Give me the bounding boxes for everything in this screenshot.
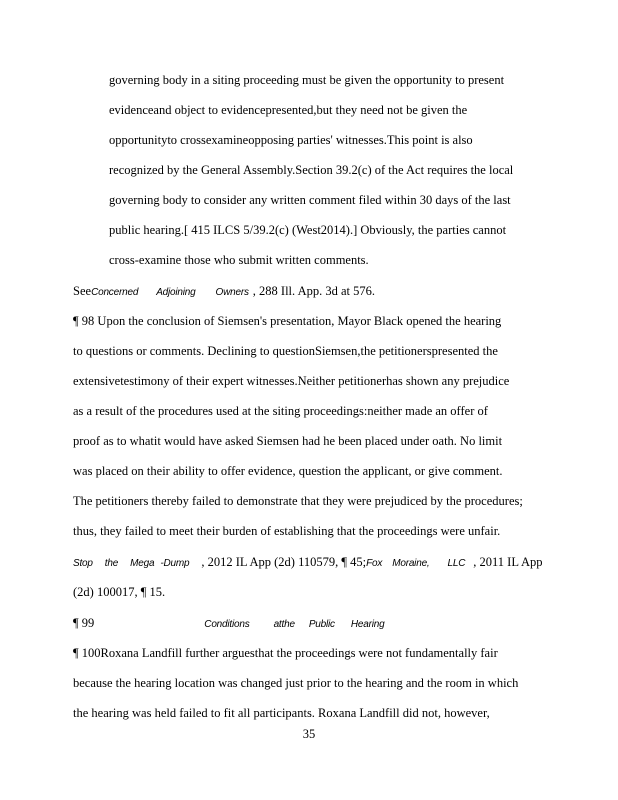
citation-line: (2d) 100017, ¶ 15. [73,585,166,599]
citation-reference: , 288 Ill. App. 3d at 576. [252,284,376,298]
case-name-word: LLC [447,558,466,569]
case-name-word: Mega [130,558,155,569]
quote-line: recognized by the General Assembly.Section 39.2(c) of the Act requires the local [109,163,514,177]
paragraph-98-line: The petitioners thereby failed to demonstrate that they were prejudiced by the procedures; [73,494,523,508]
paragraph-98-line: as a result of the procedures used at the siting proceedings:neither made an offer of [73,404,488,418]
citation-signal: See [73,284,92,298]
heading-word: Conditions [204,619,250,630]
case-name-word: the [104,558,119,569]
paragraph-100-line: ¶ 100Roxana Landfill further arguesthat the proceedings were not fundamentally fair [73,646,498,660]
paragraph-98-line: to questions or comments. Declining to questionSiemsen,the petitionerspresented the [73,344,498,358]
quote-line: opportunityto crossexamineopposing parties' witnesses.This point is also [109,133,473,147]
citation-line [73,283,375,301]
citation-line [73,554,542,572]
paragraph-100-line: the hearing was held failed to fit all participants. Roxana Landfill did not, however, [73,706,490,720]
heading-word: atthe [273,619,295,630]
paragraph-100-line: because the hearing location was changed just prior to the hearing and the room in which [73,676,519,690]
heading-word: Hearing [350,619,385,630]
case-name-word: Stop [73,558,93,569]
quote-line: governing body in a siting proceeding must be given the opportunity to present [109,73,505,87]
paragraph-98-line: extensivetestimony of their expert witnesses.Neither petitionerhas shown any prejudice [73,374,510,388]
case-name-word: Adjoining [156,287,196,298]
case-name-word: Concerned [91,287,139,298]
paragraph-98-line: ¶ 98 Upon the conclusion of Siemsen's presentation, Mayor Black opened the hearing [73,314,502,328]
citation-reference: , 2012 IL App (2d) 110579, ¶ 45; [201,555,367,569]
case-name-word: Moraine, [392,558,430,569]
case-name-word: -Dump [160,558,190,569]
case-name-word: Fox [366,558,383,569]
case-name-word: Owners [215,287,249,298]
paragraph-98-line: thus, they failed to meet their burden of establishing that the proceedings were unfair. [73,524,501,538]
citation-reference: , 2011 IL App [473,555,543,569]
quote-line: governing body to consider any written comment filed within 30 days of the last [109,193,511,207]
page-number: 35 [302,727,316,741]
paragraph-98-line: proof as to whatit would have asked Siemsen had he been placed under oath. No limit [73,434,503,448]
quote-line: public hearing.[ 415 ILCS 5/39.2(c) (West2014).] Obviously, the parties cannot [109,223,507,237]
section-heading [73,615,384,633]
paragraph-98-line: was placed on their ability to offer evidence, question the applicant, or give comment. [73,464,503,478]
quote-line: evidenceand object to evidencepresented,but they need not be given the [109,103,468,117]
quote-line: cross-examine those who submit written comments. [109,253,369,267]
paragraph-number: ¶ 99 [73,616,95,630]
heading-word: Public [308,619,335,630]
